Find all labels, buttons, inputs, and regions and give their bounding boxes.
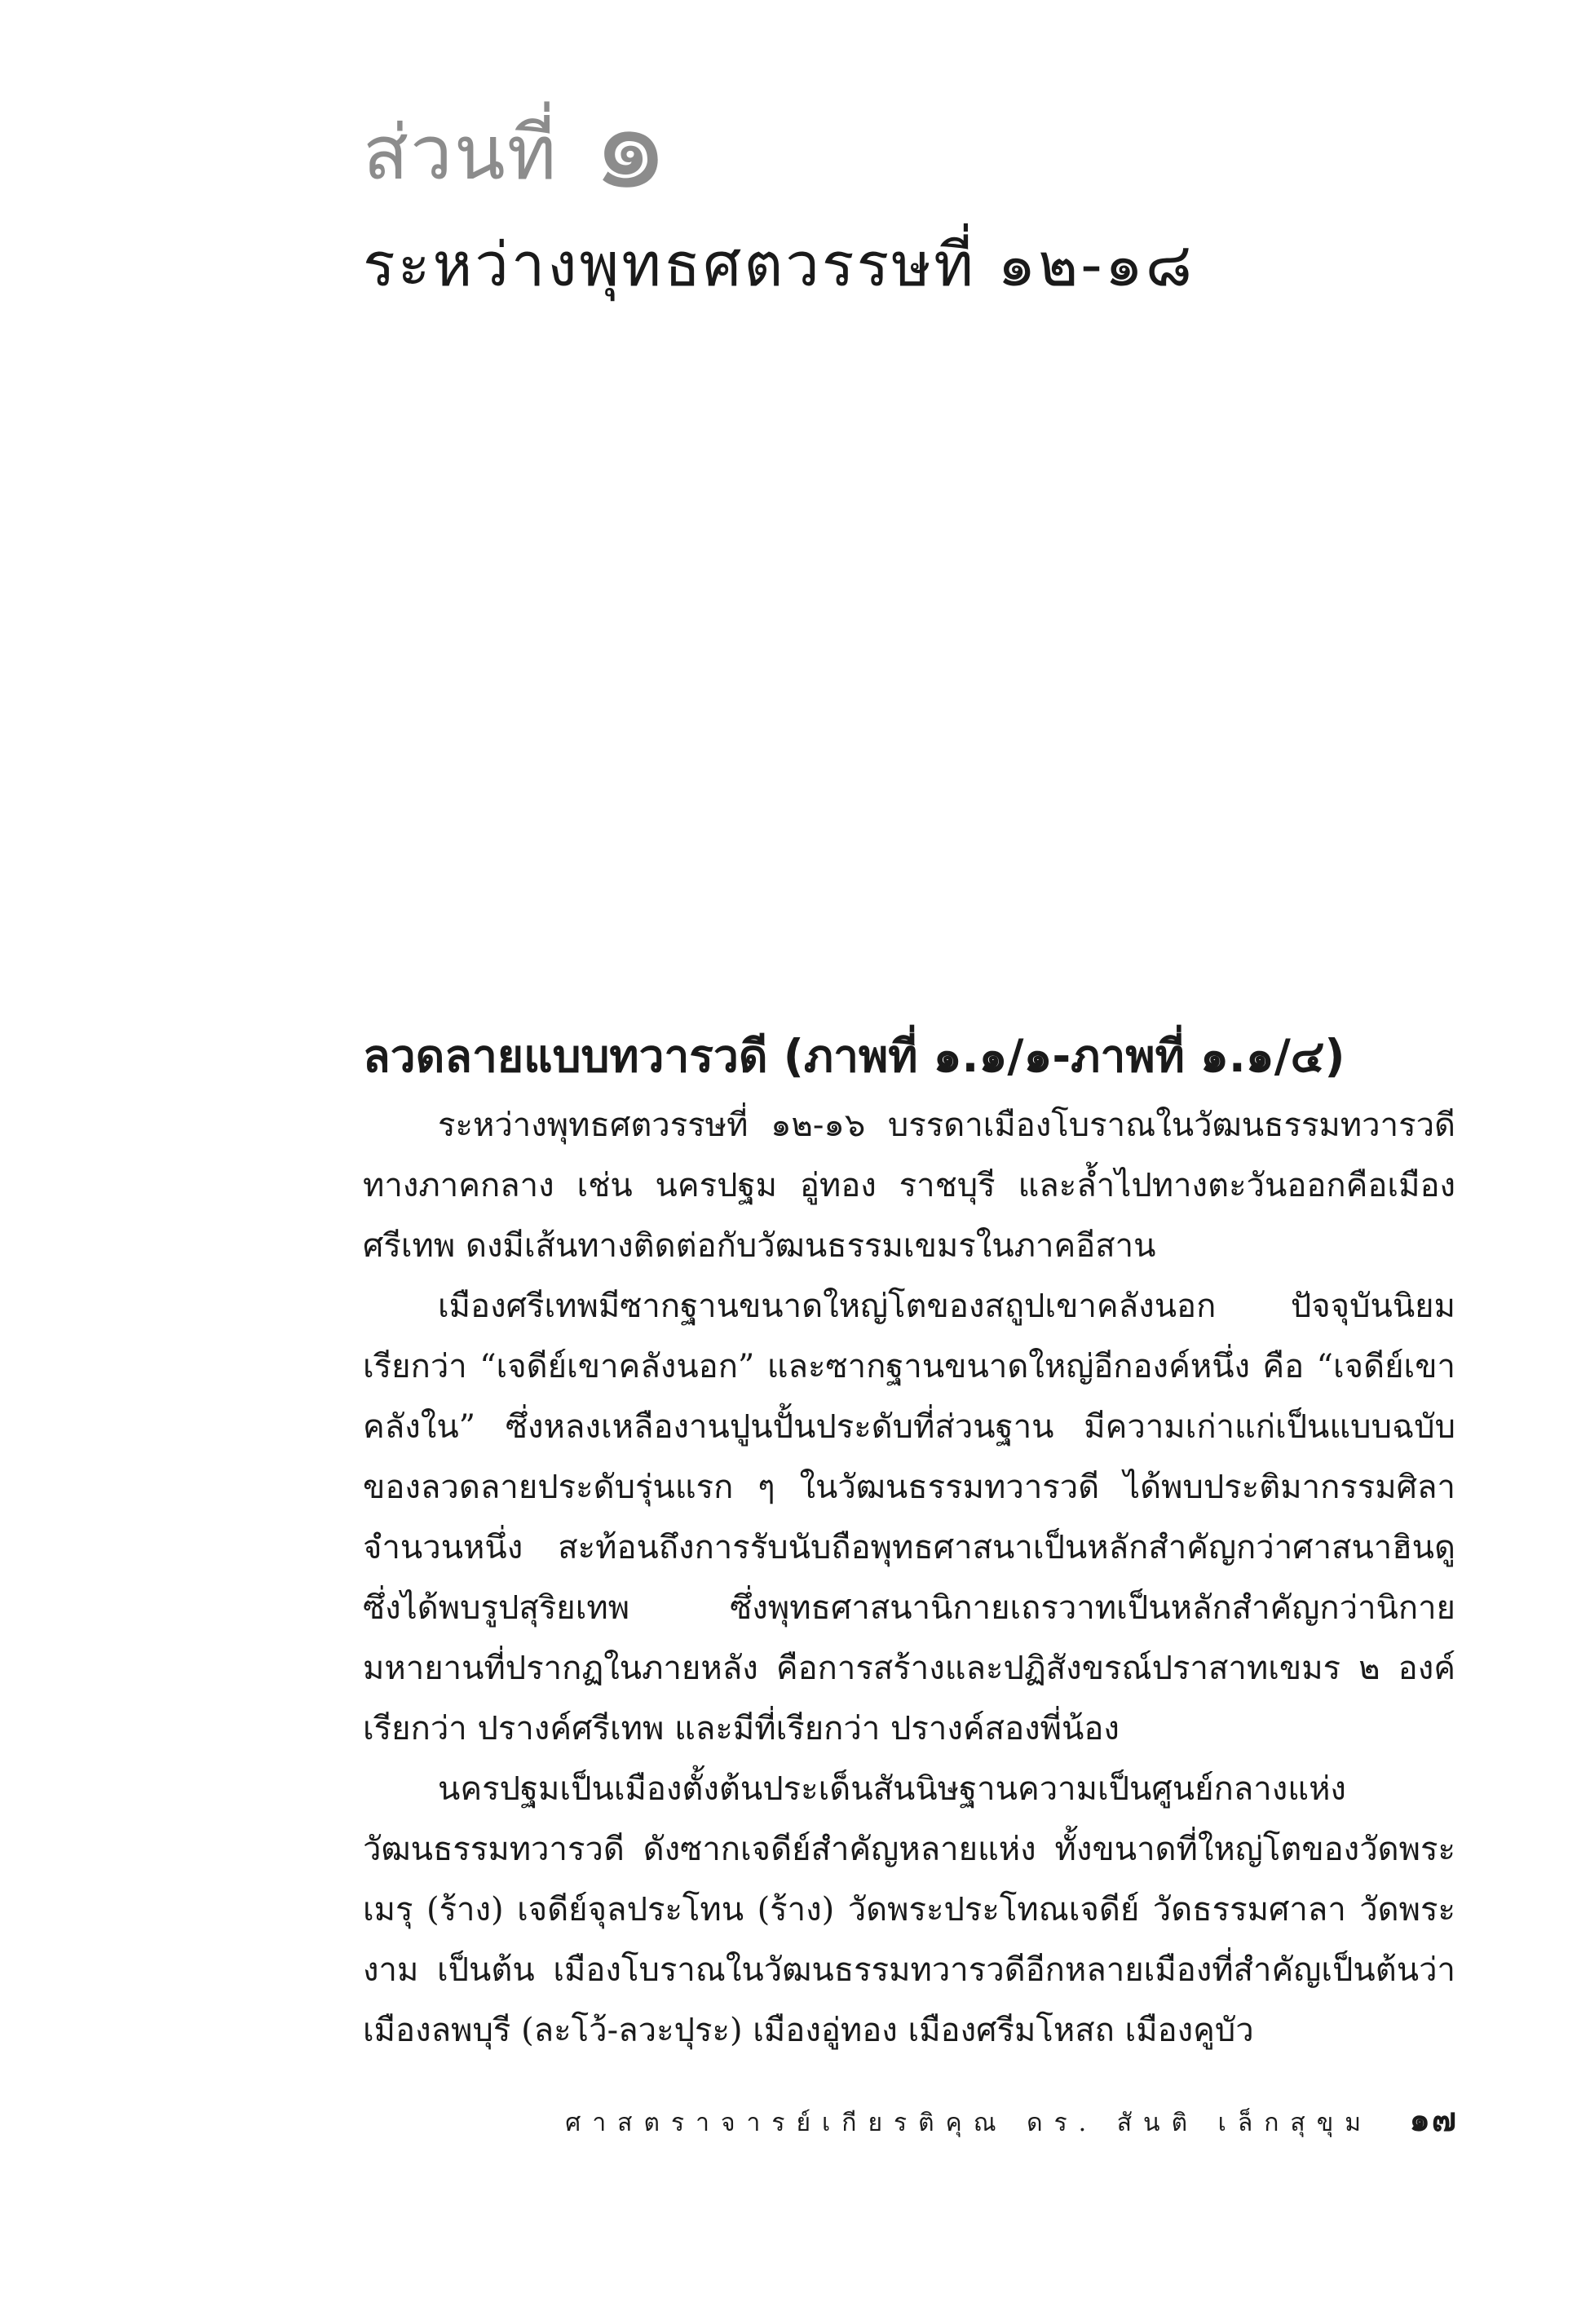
- section-heading: ลวดลายแบบทวารวดี (ภาพที่ ๑.๑/๑-ภาพที่ ๑.๑/๔): [363, 1030, 1345, 1082]
- page-footer: [565, 2100, 1458, 2144]
- paragraph: เมืองศรีเทพมีซากฐานขนาดใหญ่โตของสถูปเขาคลังนอก ปัจจุบันนิยมเรียกว่า “เจดีย์เขาคลังนอก” และซากฐานขนาดใหญ่อีกองค์หนึ่ง คือ “เจดีย์เขาคลังใน” ซึ่งหลงเหลืองานปูนปั้นประดับที่ส่วนฐาน มีความเก่าแก่เป็นแบบฉบับของลวดลายประดับรุ่นแรก ๆ ในวัฒนธรรมทวารวดี ได้พบประติมากรรมศิลาจำนวนหนึ่ง สะท้อนถึงการรับนับถือพุทธศาสนาเป็นหลักสำคัญกว่าศาสนาฮินดูซึ่งได้พบรูปสุริยเทพ ซึ่งพุทธศาสนานิกายเถรวาทเป็นหลักสำคัญกว่านิกายมหายานที่ปรากฏในภายหลัง คือการสร้างและปฏิสังขรณ์ปราสาทเขมร ๒ องค์ เรียกว่า ปรางค์ศรีเทพ และมีที่เรียกว่า ปรางค์สองพี่น้อง: [363, 1288, 1455, 1747]
- part-number: ๑: [591, 74, 671, 216]
- author-credit: ศาสตราจารย์เกียรติคุณ ดร. สันติ เล็กสุขุม: [565, 2109, 1372, 2137]
- section-body: [363, 1023, 1455, 2061]
- part-title: ระหว่างพุทธศตวรรษที่ ๑๒-๑๘: [363, 230, 1195, 300]
- paragraph: ระหว่างพุทธศตวรรษที่ ๑๒-๑๖ บรรดาเมืองโบราณในวัฒนธรรมทวารวดีทางภาคกลาง เช่น นครปฐม อู่ทอง ราชบุรี และล้ำไปทางตะวันออกคือเมืองศรีเทพ ดงมีเส้นทางติดต่อกับวัฒนธรรมเขมรในภาคอีสาน: [363, 1107, 1455, 1265]
- paragraph: นครปฐมเป็นเมืองตั้งต้นประเด็นสันนิษฐานความเป็นศูนย์กลางแห่งวัฒนธรรมทวารวดี ดังซากเจดีย์สำคัญหลายแห่ง ทั้งขนาดที่ใหญ่โตของวัดพระเมรุ (ร้าง) เจดีย์จุลประโทน (ร้าง) วัดพระประโทณเจดีย์ วัดธรรมศาลา วัดพระงาม เป็นต้น เมืองโบราณในวัฒนธรรมทวารวดีอีกหลายเมืองที่สำคัญเป็นต้นว่าเมืองลพบุรี (ละโว้-ลวะปุระ) เมืองอู่ทอง เมืองศรีมโหสถ เมืองคูบัว: [363, 1770, 1455, 2049]
- part-label-text: ส่วนที่: [363, 109, 559, 197]
- part-label: [363, 74, 671, 216]
- page-number: ๑๗: [1409, 2101, 1458, 2139]
